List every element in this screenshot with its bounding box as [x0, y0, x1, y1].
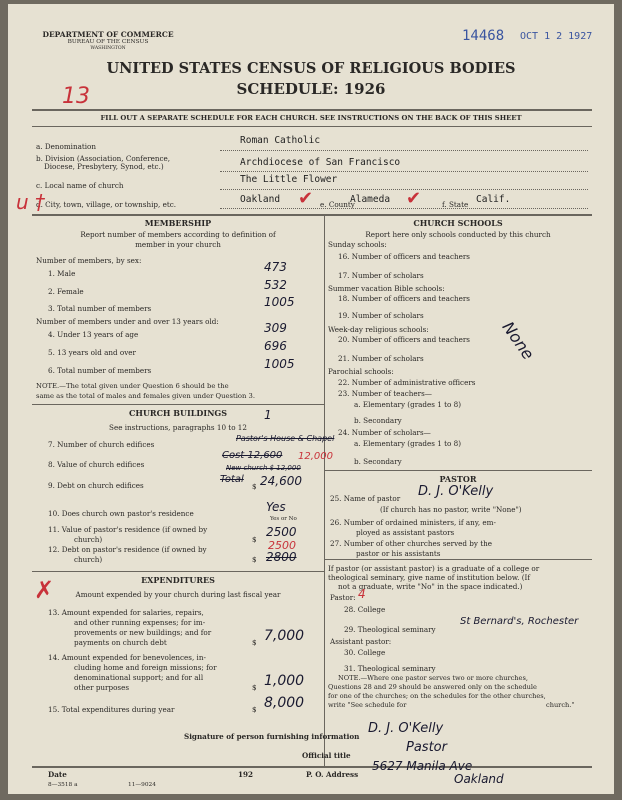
- members-by-age-label: Number of members under and over 13 years old:: [36, 317, 219, 326]
- dollar-sign: $: [252, 683, 257, 692]
- department-label: DEPARTMENT OF COMMERCE: [42, 30, 174, 39]
- q3-value: 1005: [264, 295, 295, 309]
- q23b-label: b. Secondary: [354, 416, 402, 425]
- denomination-value: Roman Catholic: [240, 135, 321, 146]
- pastor-note-5: church.": [546, 701, 575, 709]
- q14-label-4: other purposes: [74, 683, 130, 692]
- q22-label: 22. Number of administrative officers: [338, 378, 476, 387]
- pastor-note: NOTE.—Where one pastor serves two or more churches,: [338, 674, 528, 682]
- red-check: ✔: [298, 188, 314, 209]
- q8-label: 8. Value of church edifices: [48, 460, 145, 469]
- q1-label: 1. Male: [48, 269, 76, 278]
- stamp-number: 14468: [462, 28, 505, 44]
- church-name-value: The Little Flower: [240, 174, 338, 185]
- q12-red-value: 2500: [268, 539, 296, 552]
- pastor-education-intro: If pastor (or assistant pastor) is a graduate of a college or: [328, 564, 540, 573]
- q9-prefix: Total: [220, 474, 244, 485]
- q16-label: 16. Number of officers and teachers: [338, 252, 470, 261]
- dotted-line: [220, 150, 588, 151]
- pastor-subheading: Pastor:: [330, 593, 356, 602]
- parochial-schools-label: Parochial schools:: [328, 367, 394, 376]
- q14-label: 14. Amount expended for benevolences, in-: [48, 653, 206, 662]
- q13-label-3: provements or new buildings; and for: [74, 628, 212, 637]
- q29-value: St Bernard's, Rochester: [460, 616, 579, 627]
- q12-label-2: church): [74, 555, 103, 564]
- form-title: UNITED STATES CENSUS OF RELIGIOUS BODIES: [106, 60, 516, 77]
- dollar-sign: $: [252, 482, 257, 491]
- q25-value: D. J. O'Kelly: [418, 484, 494, 499]
- rule: [32, 126, 592, 127]
- q13-label-4: payments on church debt: [74, 638, 167, 647]
- q6-value: 1005: [264, 357, 295, 371]
- form-number: 8—3518 a: [48, 782, 78, 788]
- section-rule: [324, 470, 592, 471]
- edifice-count-mark: 1: [264, 408, 272, 422]
- official-title-value: Pastor: [406, 740, 447, 755]
- q27-label: 27. Number of other churches served by the: [330, 539, 493, 548]
- q31-label: 31. Theological seminary: [344, 664, 436, 673]
- signature-value: D. J. O'Kelly: [368, 721, 444, 736]
- q17-label: 17. Number of scholars: [338, 271, 424, 280]
- po-address-label: P. O. Address: [306, 770, 359, 779]
- city-label: WASHINGTON: [90, 46, 126, 51]
- po-address-value-2: Oakland: [454, 772, 504, 786]
- stamp-date: OCT 1 2 1927: [520, 31, 593, 42]
- dollar-sign: $: [252, 705, 257, 714]
- red-cross-mark: ✗: [34, 576, 55, 604]
- schools-title: CHURCH SCHOOLS: [413, 218, 503, 228]
- q7-label: 7. Number of church edifices: [48, 440, 155, 449]
- q5-value: 696: [264, 339, 287, 353]
- q15-value: 8,000: [264, 695, 305, 711]
- q24-label: 24. Number of scholars—: [338, 428, 431, 437]
- q20-label: 20. Number of officers and teachers: [338, 335, 470, 344]
- section-rule: [32, 214, 592, 216]
- city-value: Oakland: [240, 194, 281, 205]
- year-label: 192: [238, 770, 254, 779]
- church-name-label: c. Local name of church: [36, 181, 124, 190]
- dotted-line: [220, 171, 588, 172]
- q12-label: 12. Debt on pastor's residence (if owned by: [48, 545, 207, 554]
- q24a-label: a. Elementary (grades 1 to 8): [354, 439, 461, 448]
- q6-label: 6. Total number of members: [48, 366, 152, 375]
- weekday-schools-label: Week-day religious schools:: [328, 325, 429, 334]
- q29-label: 29. Theological seminary: [344, 625, 436, 634]
- rule: [32, 109, 592, 111]
- q11-label-2: church): [74, 535, 103, 544]
- q13-label-2: and other running expenses; for im-: [74, 618, 206, 627]
- pastor-education-intro-2: theological seminary, give name of institution below. (If: [328, 573, 531, 582]
- q2-label: 2. Female: [48, 287, 84, 296]
- form-subtitle: SCHEDULE: 1926: [236, 80, 386, 98]
- dollar-sign: $: [252, 535, 257, 544]
- schools-none-value: None: [498, 318, 538, 364]
- q24b-label: b. Secondary: [354, 457, 402, 466]
- dollar-sign: $: [252, 638, 257, 647]
- column-divider: [324, 214, 325, 766]
- q14-value: 1,000: [264, 673, 305, 689]
- expenditures-sub: Amount expended by your church during last fiscal year: [75, 590, 281, 599]
- q14-label-3: denominational support; and for all: [74, 673, 204, 682]
- red-margin-mark: u †: [16, 190, 46, 214]
- section-rule: [32, 571, 324, 572]
- state-value: Calif.: [476, 194, 511, 205]
- q15-label: 15. Total expenditures during year: [48, 705, 175, 714]
- q14-label-2: cluding home and foreign missions; for: [74, 663, 217, 672]
- division-value: Archdiocese of San Francisco: [240, 157, 401, 168]
- red-check: ✔: [406, 188, 422, 209]
- pastor-note-4: write "See schedule for: [328, 701, 407, 709]
- buildings-title: CHURCH BUILDINGS: [129, 408, 227, 418]
- q23a-label: a. Elementary (grades 1 to 8): [354, 400, 461, 409]
- signature-label: Signature of person furnishing information: [184, 732, 360, 741]
- section-rule: [324, 559, 592, 560]
- q23-label: 23. Number of teachers—: [338, 389, 432, 398]
- q9-value: 24,600: [260, 474, 302, 488]
- pastor-title: PASTOR: [439, 474, 477, 484]
- state-label: f. State: [442, 200, 469, 209]
- dollar-sign: $: [252, 555, 257, 564]
- census-schedule-sheet: [8, 4, 614, 794]
- section-rule: [32, 766, 592, 768]
- denomination-label: a. Denomination: [36, 142, 96, 151]
- dotted-line: [220, 208, 588, 209]
- q13-label: 13. Amount expended for salaries, repairs,: [48, 608, 204, 617]
- q9-label: 9. Debt on church edifices: [48, 481, 144, 490]
- red-page-mark: 13: [62, 84, 90, 109]
- q12-value: 2800: [266, 550, 297, 564]
- q8-note: New church $ 12,000: [226, 464, 301, 472]
- q13-value: 7,000: [264, 628, 305, 644]
- buildings-sub: See instructions, paragraphs 10 to 12: [109, 423, 247, 432]
- q4-value: 309: [264, 321, 287, 335]
- red-mark: 4: [358, 587, 366, 601]
- form-number-2: 11—9024: [128, 782, 156, 788]
- membership-note-2: same as the total of males and females given under Question 3.: [36, 392, 255, 400]
- q5-label: 5. 13 years old and over: [48, 348, 136, 357]
- q18-label: 18. Number of officers and teachers: [338, 294, 470, 303]
- q3-label: 3. Total number of members: [48, 304, 152, 313]
- q10-value: Yes: [266, 500, 286, 514]
- division-label-2: Diocese, Presbytery, Synod, etc.): [44, 162, 164, 171]
- members-by-sex-label: Number of members, by sex:: [36, 256, 142, 265]
- q8-red-value: 12,000: [298, 451, 333, 462]
- pastor-note-2: Questions 28 and 29 should be answered only on the schedule: [328, 683, 537, 691]
- dotted-line: [220, 189, 588, 190]
- official-title-label: Official title: [302, 751, 351, 760]
- q21-label: 21. Number of scholars: [338, 354, 424, 363]
- membership-sub-2: member in your church: [135, 240, 221, 249]
- instruction-line: FILL OUT A SEPARATE SCHEDULE FOR EACH CHURCH. SEE INSTRUCTIONS ON THE BACK OF THIS SHEET: [100, 114, 522, 122]
- membership-title: MEMBERSHIP: [144, 218, 212, 228]
- summer-schools-label: Summer vacation Bible schools:: [328, 284, 445, 293]
- county-value: Alameda: [350, 194, 391, 205]
- q1-value: 473: [264, 260, 287, 274]
- q4-label: 4. Under 13 years of age: [48, 330, 139, 339]
- schools-sub: Report here only schools conducted by this church: [365, 230, 551, 239]
- q11-value: 2500: [266, 525, 297, 539]
- yes-or-no-hint: Yes or No: [270, 516, 297, 522]
- city-label: d. City, town, village, or township, etc.: [36, 200, 177, 209]
- q25-label: 25. Name of pastor: [330, 494, 401, 503]
- section-rule: [32, 404, 324, 405]
- pastor-education-intro-3: not a graduate, write "No" in the space indicated.): [338, 582, 523, 591]
- q7-value: Pastor's House & Chapel: [236, 434, 335, 443]
- assistant-pastor-subheading: Assistant pastor:: [330, 637, 392, 646]
- q19-label: 19. Number of scholars: [338, 311, 424, 320]
- sunday-schools-label: Sunday schools:: [328, 240, 387, 249]
- membership-note: NOTE.—The total given under Question 6 should be the: [36, 382, 229, 390]
- q30-label: 30. College: [344, 648, 386, 657]
- q26-label: 26. Number of ordained ministers, if any, em-: [330, 518, 496, 527]
- q28-label: 28. College: [344, 605, 386, 614]
- q11-label: 11. Value of pastor's residence (if owned by: [48, 525, 208, 534]
- q2-value: 532: [264, 278, 287, 292]
- po-address-value: 5627 Manila Ave: [372, 759, 473, 773]
- expenditures-title: EXPENDITURES: [141, 575, 215, 585]
- date-label: Date: [48, 770, 67, 779]
- q10-label: 10. Does church own pastor's residence: [48, 509, 194, 518]
- q27-label-2: pastor or his assistants: [356, 549, 441, 558]
- q26-label-2: ployed as assistant pastors: [356, 528, 455, 537]
- division-label: b. Division (Association, Conference,: [36, 154, 171, 163]
- q25-hint: (If church has no pastor, write "None"): [380, 505, 522, 514]
- q8-value: Cost 12,600: [222, 450, 283, 461]
- membership-sub: Report number of members according to definition of: [80, 230, 276, 239]
- pastor-note-3: for one of the churches; on the schedules for the other churches,: [328, 692, 546, 700]
- county-label: e. County: [320, 200, 355, 209]
- bureau-label: BUREAU OF THE CENSUS: [67, 39, 149, 45]
